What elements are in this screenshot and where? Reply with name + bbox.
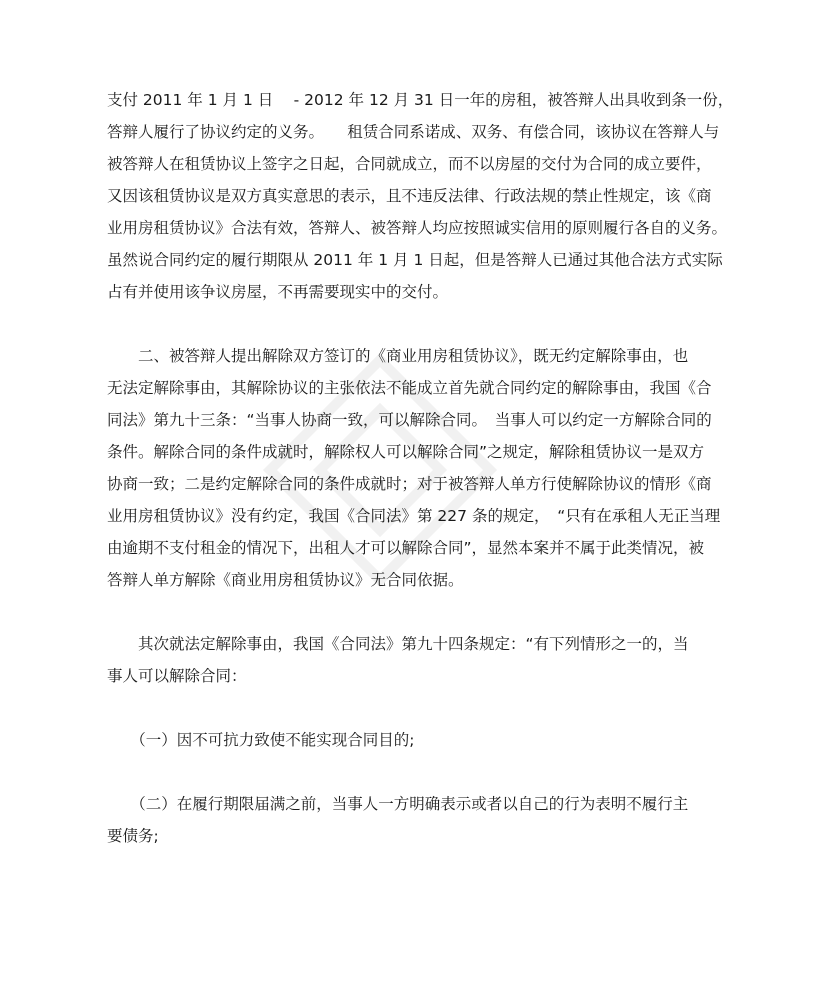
paragraph-1-line-4: 又因该租赁协议是双方真实意思的表示，且不违反法律、行政法规的禁止性规定，该《商	[107, 187, 712, 205]
paragraph-2-line-8: 答辩人单方解除《商业用房租赁协议》无合同依据。	[107, 571, 464, 589]
paragraph-1-line-5: 业用房租赁协议》合法有效，答辩人、被答辩人均应按照诚实信用的原则履行各自的义务。	[107, 219, 728, 237]
paragraph-2-line-3: 同法》第九十三条：“当事人协商一致，可以解除合同。 当事人可以约定一方解除合同的	[107, 411, 712, 429]
paragraph-1-line-2: 答辩人履行了协议约定的义务。 租赁合同系诺成、双务、有偿合同，该协议在答辩人与	[107, 123, 720, 141]
paragraph-5-line-1: （二）在履行期限届满之前，当事人一方明确表示或者以自己的行为表明不履行主	[107, 795, 689, 813]
paragraph-3-line-1: 其次就法定解除事由，我国《合同法》第九十四条规定：“有下列情形之一的，当	[107, 635, 689, 653]
paragraph-2-line-6: 业用房租赁协议》没有约定，我国《合同法》第 227 条的规定， “只有在承租人无正当理	[107, 507, 721, 525]
paragraph-2-line-7: 由逾期不支付租金的情况下，出租人才可以解除合同”，显然本案并不属于此类情况，被	[107, 539, 705, 557]
paragraph-1-line-6: 虽然说合同约定的履行期限从 2011 年 1 月 1 日起，但是答辩人已通过其他合法方式实际	[107, 251, 723, 269]
paragraph-2-line-2: 无法定解除事由，其解除协议的主张依法不能成立首先就合同约定的解除事由，我国《合	[107, 379, 712, 397]
paragraph-5-line-2: 要债务;	[107, 827, 159, 845]
paragraph-3-line-2: 事人可以解除合同：	[107, 667, 247, 685]
paragraph-1-line-1: 支付 2011 年 1 月 1 日 - 2012 年 12 月 31 日一年的房租，被答辩人出具收到条一份，	[107, 91, 734, 109]
paragraph-4-line-1: （一）因不可抗力致使不能实现合同目的;	[107, 731, 415, 749]
paragraph-1-line-3: 被答辩人在租赁协议上签字之日起，合同就成立，而不以房屋的交付为合同的成立要件，	[107, 155, 712, 173]
paragraph-2-line-5: 协商一致；二是约定解除合同的条件成就时；对于被答辩人单方行使解除协议的情形《商	[107, 475, 712, 493]
paragraph-1-line-7: 占有并使用该争议房屋，不再需要现实中的交付。	[107, 283, 449, 301]
paragraph-2-line-4: 条件。解除合同的条件成就时，解除权人可以解除合同”之规定，解除租赁协议一是双方	[107, 443, 705, 461]
paragraph-2-line-1: 二、被答辩人提出解除双方签订的《商业用房租赁协议》，既无约定解除事由，也	[107, 347, 689, 365]
